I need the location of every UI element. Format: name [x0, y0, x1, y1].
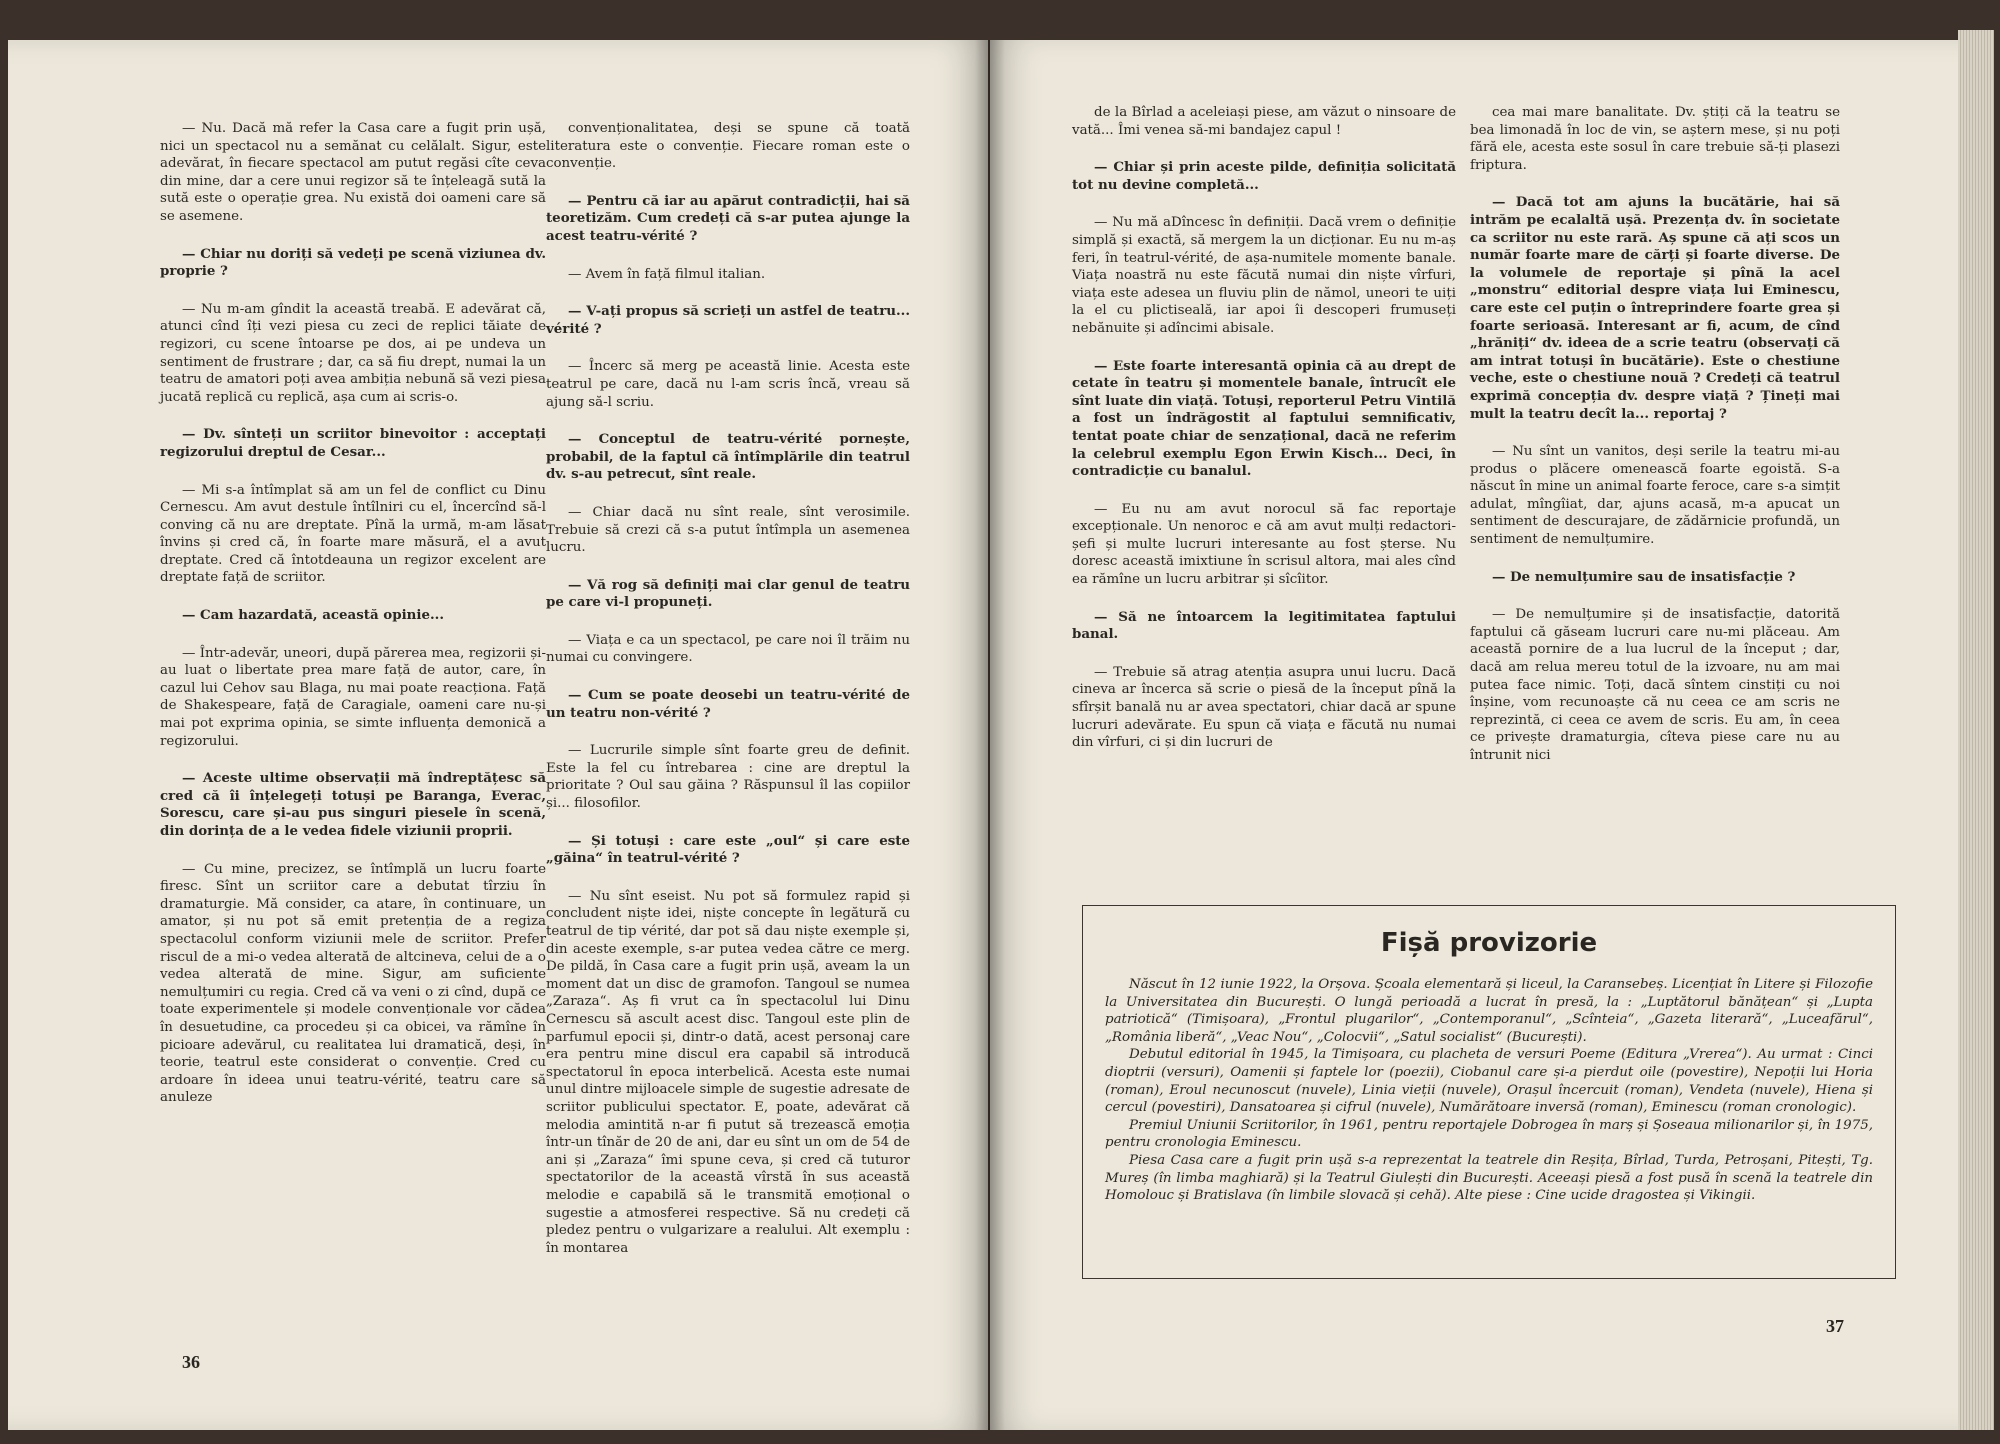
interview-question: — Dv. sînteți un scriitor binevoitor : acceptați regizorului dreptul de Cesar...	[160, 426, 546, 460]
interview-question: — Chiar nu doriți să vedeți pe scenă viziunea dv. proprie ?	[160, 245, 546, 280]
interview-answer: cea mai mare banalitate. Dv. știți că la teatru se bea limonadă în loc de vin, se aștern mese, și nu poți fără ele, acesta este sosul în care trebuie să-ți plasezi friptura.	[1470, 105, 1840, 173]
interview-answer: — Avem în față filmul italian.	[568, 266, 766, 282]
box-paragraph: Premiul Uniunii Scriitorilor, în 1961, pentru reportajele Dobrogea în marș și Șoseaua milionarilor și, în 1975, pentru cronologia Eminescu.	[1105, 1117, 1873, 1151]
interview-question: — Chiar și prin aceste pilde, definiția solicitată tot nu devine completă...	[1072, 159, 1456, 193]
right-page-column-2	[1470, 104, 1840, 774]
interview-question: — Să ne întoarcem la legitimitatea faptului banal.	[1072, 608, 1456, 643]
interview-answer: — Nu sînt un vanitos, deși serile la teatru mi-au produs o plăcere omenească foarte egoistă. S-a născut în mine un animal foarte feroce, care s-a simțit adulat, mîngîiat, dar, ajuns acasă, m-a apucat un sentiment de descurajare, de zădărnicie profundă, un sentiment de nemulțumire.	[1470, 444, 1840, 548]
interview-answer: — Într-adevăr, uneori, după părerea mea, regizorii și-au luat o libertate prea mare față de autor, care, în cazul lui Cehov sau Blaga, nu mai poate reacționa. Față de Shakespeare, față de Caragiale, oameni care nu-și mai pot exprima opinia, se simte influența demonică a regizorului.	[160, 645, 546, 749]
interview-question: — V-ați propus să scrieți un astfel de teatru... vérité ?	[546, 303, 910, 337]
box-paragraph: Piesa Casa care a fugit prin ușă s-a reprezentat la teatrele din Reșița, Bîrlad, Turda, Petroșani, Pitești, Tg. Mureș (în limba maghiară) și la Teatrul Giulești din București. Aceeași piesă a fost pusă în scenă la teatrele din Homolouc și Bratislava (în limbile slovacă și cehă). Alte piese : Cine ucide dragostea și Vikingii.	[1105, 1152, 1873, 1204]
gutter-shadow	[975, 40, 1005, 1430]
interview-question: — Cam hazardată, această opinie...	[182, 607, 444, 624]
interview-question: — Aceste ultime observații mă îndreptățesc să cred că îi înțelegeți totuși pe Baranga, Everac, Sorescu, care și-au pus singuri piesele în scenă, din dorința de a le vedea fidele viziunii proprii.	[160, 770, 546, 839]
interview-question: — Dacă tot am ajuns la bucătărie, hai să intrăm pe ecalaltă ușă. Prezența dv. în societate ca scriitor nu este rară. Aș spune că ați scos un număr foarte mare de cărți și foarte diverse. De la volumele de reportaje și pînă la acel „monstru“ editorial despre viața lui Eminescu, care este cel puțin o întreprindere foarte grea și foarte serioasă. Interesant ar fi, acum, de cînd „hrăniți“ dv. ideea de a scrie teatru (observați că am intrat totuși în bucătărie). Este o chestiune veche, este o chestiune nouă ? Credeți că teatrul exprimă concepția dv. despre viață ? Țineți mai mult la teatru decît la... reportaj ?	[1470, 194, 1840, 422]
interview-answer: — Lucrurile simple sînt foarte greu de definit. Este la fel cu întrebarea : cine are dreptul la prioritate ? Oul sau găina ? Răspunsul îl las copiilor și... filosofilor.	[546, 743, 910, 812]
interview-question: — Conceptul de teatru-vérité pornește, probabil, de la faptul că întîmplările din teatrul dv. s-au petrecut, sînt reale.	[546, 431, 910, 483]
box-title: Fișă provizorie	[1380, 928, 1598, 958]
interview-answer: — Viața e ca un spectacol, pe care noi îl trăim nu numai cu convingere.	[546, 632, 910, 666]
interview-answer: — Cu mine, precizez, se întîmplă un lucru foarte firesc. Sînt un scriitor care a debutat tîrziu în dramaturgie. Mă consider, ca atare, în continuare, un amator, și nu pot să emit pretenția de a regiza spectacolul conform viziunii mele de scriitor. Prefer riscul de a mi-o vedea alterată de altcineva, celui de a o vedea alterată de mine. Sigur, am suficiente nemulțumiri cu regia. Cred că va veni o zi cînd, după ce toate experimentele și modele convenționale vor cădea în desuetudine, ca procedeu și ca obicei, va rămîne în picioare adevărul, cu realitatea lui dramatică, deși, în teorie, teatrul este considerat o convenție. Cred cu ardoare în ideea unui teatru-vérité, teatru care să anuleze	[160, 861, 546, 1106]
box-paragraph: Născut în 12 iunie 1922, la Orșova. Școala elementară și liceul, la Caransebeș. Licențiat în Litere și Filozofie la Universitatea din București. O lungă perioadă a lucrat în presă, la : „Luptătorul bănățean“ și „Lupta patriotică“ (Timișoara), „Frontul plugarilor“, „Contemporanul“, „Scînteia“, „Gazeta literară“, „Luceafărul“, „România liberă“, „Veac Nou“, „Colocvii“, „Satul socialist“ (București).	[1105, 977, 1873, 1045]
interview-answer: — Nu sînt eseist. Nu pot să formulez rapid și concludent niște idei, niște concepte în legătură cu teatrul de tip vérité, dar pot să dau niște exemple și, din aceste exemple, s-ar putea vedea către ce merg. De pildă, în Casa care a fugit prin ușă, aveam la un moment dat un disc de gramofon. Tangoul se numea „Zaraza“. Aș fi vrut ca în spectacolul lui Dinu Cernescu să ascult acest disc. Tangoul este plin de parfumul epocii și, dintr-o dată, acest personaj care era pentru mine discul era capabil să introducă spectatorul în epoca interbelică. Acesta este numai unul dintre mijloacele simple de sugestie adresate de scriitor publicului spectator. E, poate, adevărat că melodia amintită n-ar fi putut să trezească emoția într-un tînăr de 20 de ani, dar eu sînt un om de 54 de ani și „Zaraza“ îmi spune ceva, și cred că tuturor spectatorilor de la această vîrstă în sus această melodie e capabilă să le transmită emoțional o sugestie a atmosferei respective. Să nu credeți că pledez pentru o vulgarizare a realului. Alt exemplu : în montarea	[546, 888, 910, 1256]
interview-answer: convenționalitatea, deși se spune că toată literatura este o convenție. Fiecare roman este o convenție.	[546, 121, 910, 172]
interview-question: — Cum se poate deosebi un teatru-vérité de un teatru non-vérité ?	[546, 687, 910, 721]
interview-answer: — Nu. Dacă mă refer la Casa care a fugit prin ușă, nici un spectacol nu a semănat cu celălalt. Sigur, este adevărat, în fiecare spectacol am putut regăsi cîte ceva din mine, dar a cere unui regizor să te înțeleagă sută la sută este o operație grea. Nu există doi oameni care să se asemene.	[160, 121, 546, 224]
interview-answer: — Nu m-am gîndit la această treabă. E adevărat că, atunci cînd îți vezi piesa cu zeci de replici tăiate de regizori, cu scene întoarse pe dos, ai pe undeva un sentiment de frustrare ; dar, ca să fiu drept, numai la un teatru de amatori poți avea ambiția nebună să vezi piesa jucată replică cu replică, așa cum ai scris-o.	[160, 301, 546, 405]
left-page-column-2	[546, 120, 910, 1266]
page-number-left: 36	[182, 1352, 200, 1372]
interview-answer: — Încerc să merg pe această linie. Acesta este teatrul pe care, dacă nu l-am scris încă, vreau să ajung să-l scriu.	[546, 359, 910, 410]
interview-question: — Este foarte interesantă opinia că au drept de cetate în teatru și momentele banale, întrucît ele sînt luate din viață. Totuși, reporterul Petru Vintilă a fost un îndrăgostit al faptului semnificativ, tentat poate chiar de senzațional, dacă ne referim la celebrul exemplu Egon Erwin Kisch... Deci, în contradicție cu banalul.	[1072, 357, 1456, 480]
interview-question: — Și totuși : care este „oul“ și care este „găina“ în teatrul-vérité ?	[546, 832, 910, 867]
interview-answer: — De nemulțumire și de insatisfacție, datorită faptului că găseam lucruri care nu-mi plăceau. Am această pornire de a lua lucrul de la început ; dar, dacă am relua mereu totul de la izvoare, nu am mai putea face nimic. Toți, dacă sîntem cinstiți cu noi înșine, vom recunoaște că nu ceea ce am scris ne reprezintă, ci ceea ce avem de scris. Eu am, în ceea ce privește dramaturgia, cîteva piese care nu au întrunit nici	[1470, 607, 1840, 763]
interview-answer: de la Bîrlad a aceleiași piese, am văzut o ninsoare de vată... Îmi venea să-mi bandajez capul !	[1072, 105, 1456, 138]
interview-answer: — Chiar dacă nu sînt reale, sînt verosimile. Trebuie să crezi că s-a putut întîmpla un asemenea lucru.	[546, 504, 910, 556]
interview-question: — De nemulțumire sau de insatisfacție ?	[1492, 568, 1796, 585]
left-page-column-1	[160, 120, 546, 1116]
right-page-column-1	[1072, 104, 1456, 761]
interview-answer: — Eu nu am avut norocul să fac reportaje excepționale. Un nenoroc e că am avut mulți redactori-șefi și multe lucruri interesante au fost șterse. Nu doresc această imixtiune în scrisul altora, mai ales cînd ea rămîne un lucru arbitrar și sîcîitor.	[1072, 501, 1456, 588]
interview-question: — Vă rog să definiți mai clar genul de teatru pe care vi-l propuneți.	[546, 576, 910, 611]
box-body	[1105, 976, 1873, 1205]
interview-answer: — Trebuie să atrag atenția asupra unui lucru. Dacă cineva ar încerca să scrie o piesă de la început pînă la sfîrșit banală nu ar avea spectatori, chiar dacă ar spune lucruri adevărate. Eu spun că viața e făcută nu numai din vîrfuri, ci și din lucruri de	[1072, 664, 1456, 751]
interview-question: — Pentru că iar au apărut contradicții, hai să teoretizăm. Cum credeți că s-ar putea ajunge la acest teatru-vérité ?	[546, 192, 910, 244]
interview-answer: — Nu mă aDîncesc în definiții. Dacă vrem o definiție simplă și exactă, să mergem la un dicționar. Eu nu m-aș feri, în teatrul-vérité, de așa-numitele momente banale. Viața noastră nu este făcută numai din niște vîrfuri, viața este adesea un fluviu plin de nămol, uneori te uiți la el cu plictiseală, iar apoi îi descoperi frumuseți nebănuite și adîncimi abisale.	[1072, 215, 1456, 336]
author-info-box	[1082, 905, 1896, 1279]
page-number-right: 37	[1826, 1316, 1844, 1336]
page-edges	[1958, 30, 1994, 1430]
box-paragraph: Debutul editorial în 1945, la Timișoara, cu placheta de versuri Poeme (Editura „Vrerea“). Au urmat : Cinci dioptrii (versuri), Oamenii și faptele lor (poezii), Ciobanul care și-a pierdut oile (povestire), Nepoții lui Horia (roman), Eroul necunoscut (nuvele), Linia vieții (nuvele), Orașul încercuit (roman), Vendeta (nuvele), Hiena și cercul (povestiri), Dansatoarea și cifrul (nuvele), Numărătoare inversă (roman), Eminescu (roman cronologic).	[1105, 1047, 1873, 1116]
interview-answer: — Mi s-a întîmplat să am un fel de conflict cu Dinu Cernescu. Am avut destule întîlniri cu el, încercînd să-l conving că nu are dreptate. Pînă la urmă, m-am lăsat învins și cred că, în foarte mare măsură, el a avut dreptate. Cred că întotdeauna un regizor excelent are dreptate față de scriitor.	[160, 482, 546, 586]
